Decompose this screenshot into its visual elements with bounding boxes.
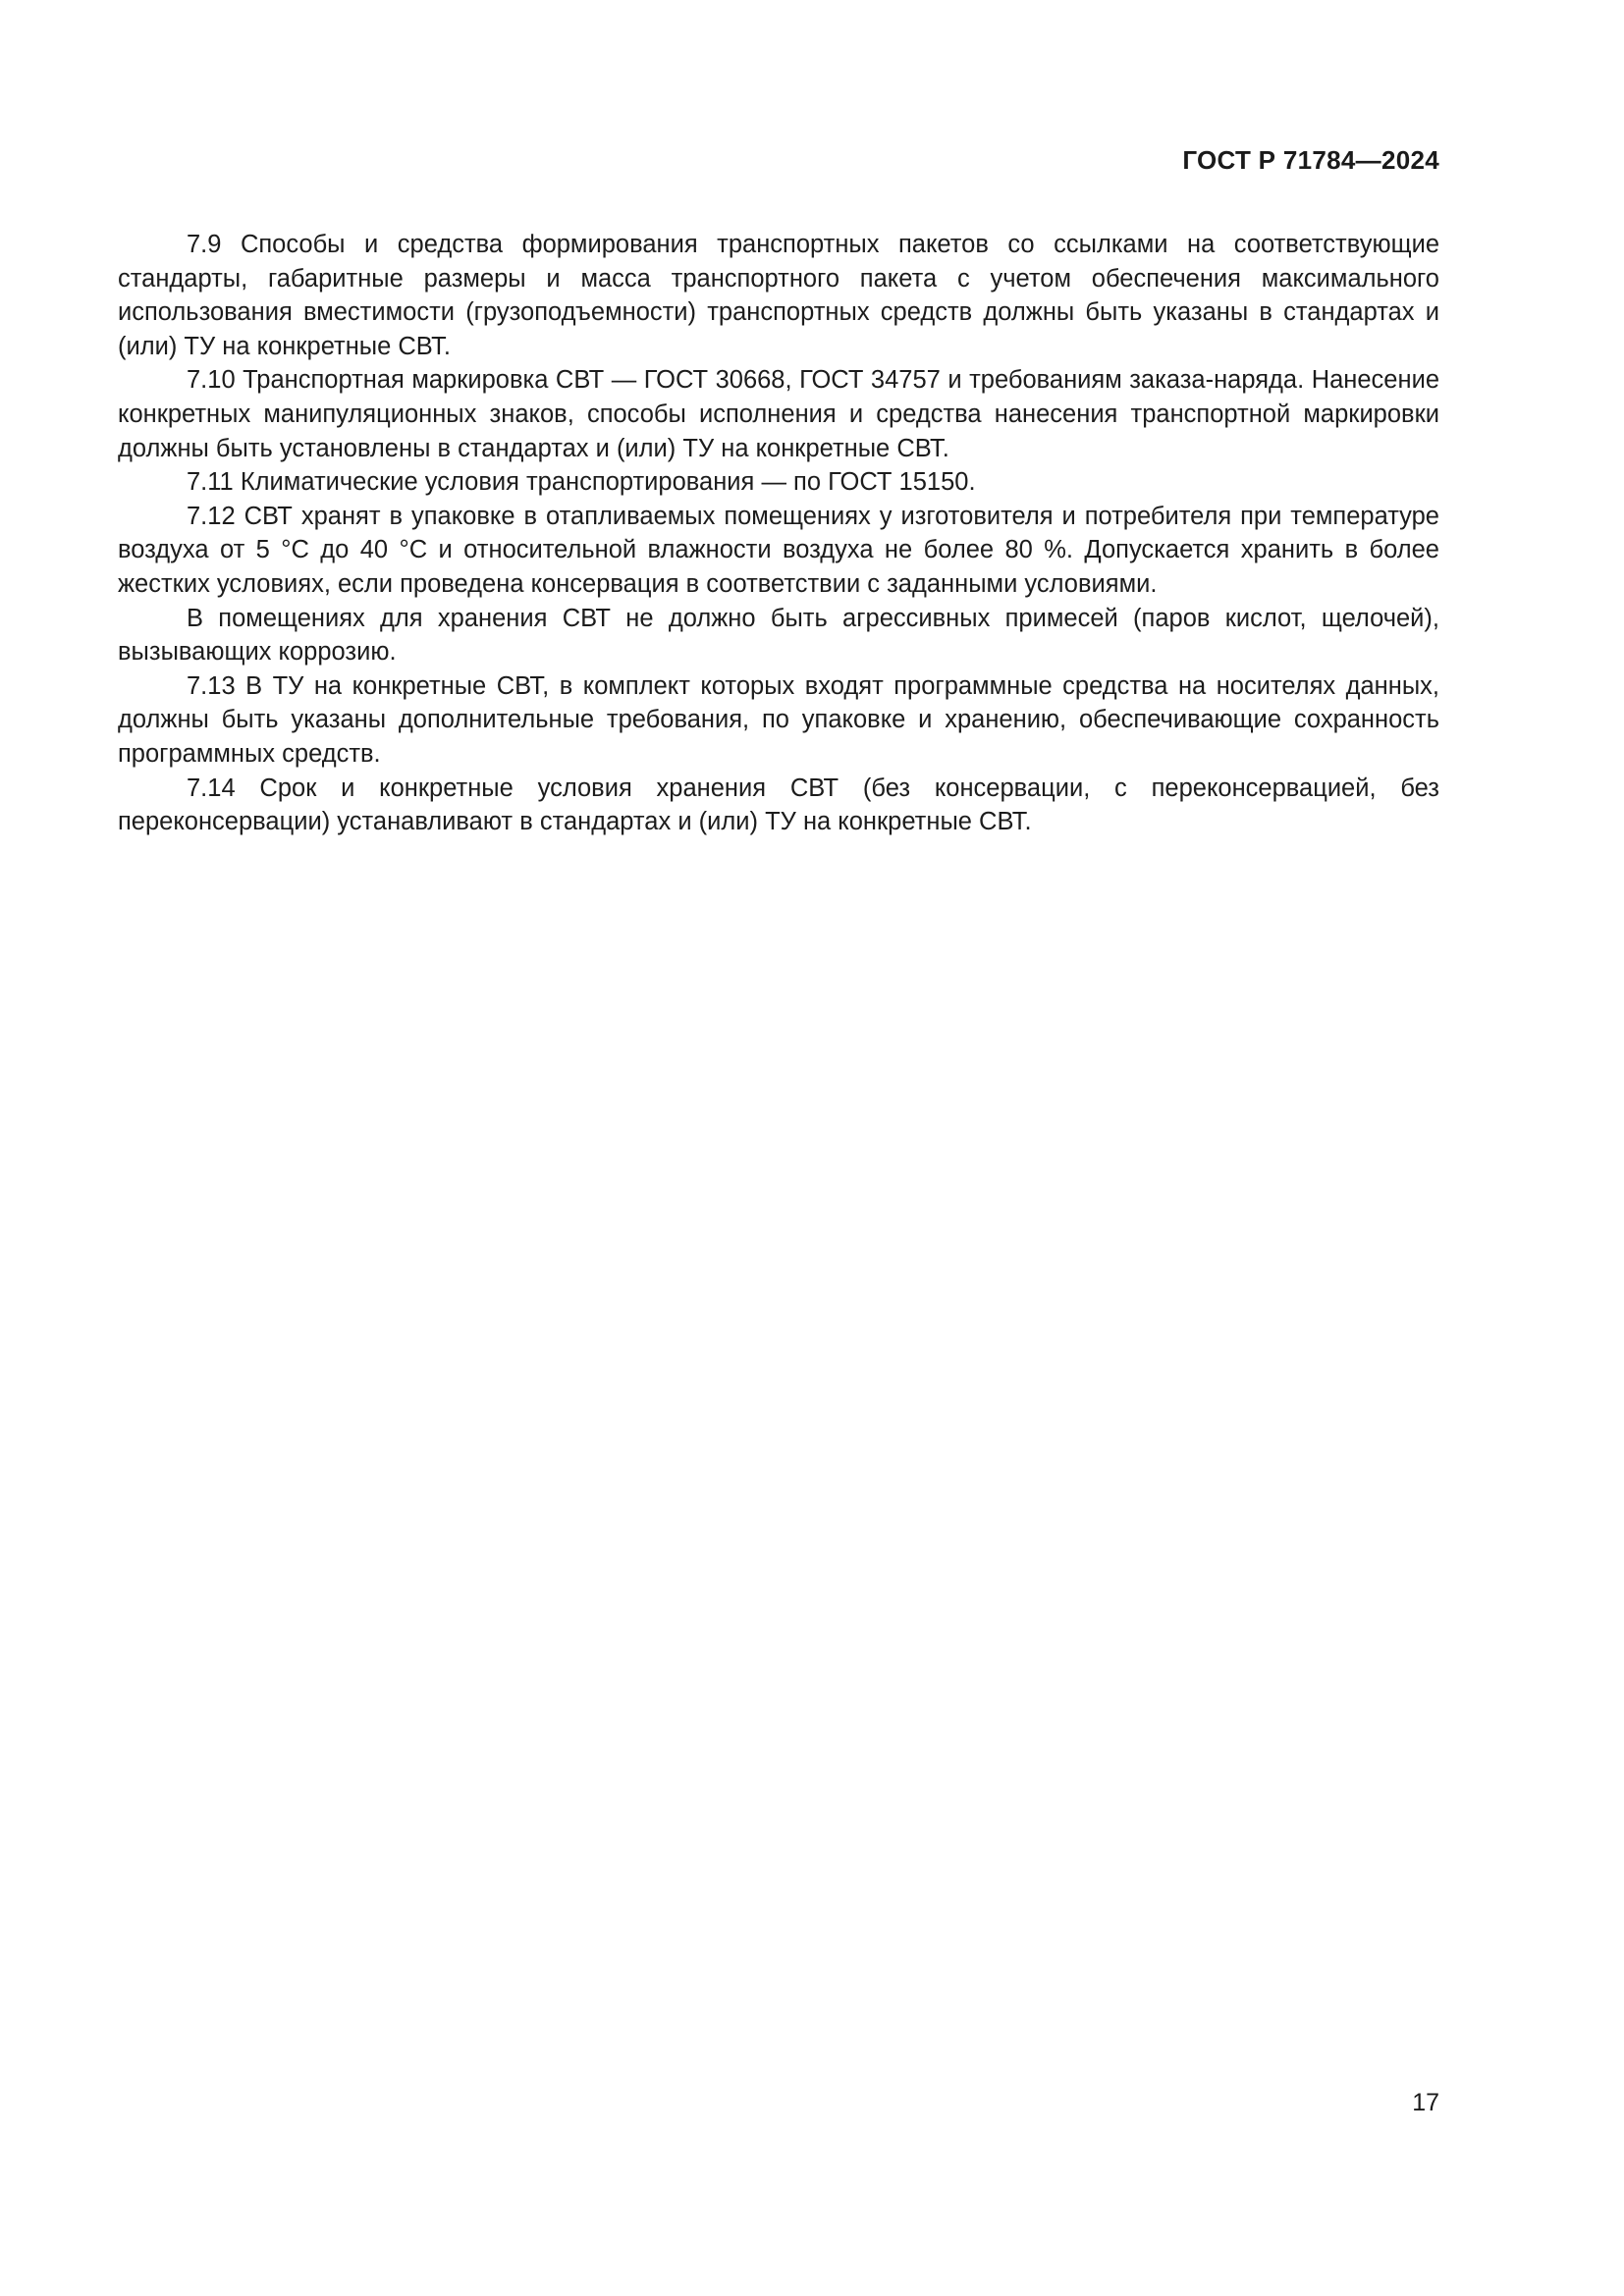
page-number: 17 — [1412, 2089, 1439, 2116]
paragraph-7-12-storage: В помещениях для хранения СВТ не должно быть агрессивных примесей (паров кислот, щелочей), вызывающих коррозию. — [118, 604, 1439, 667]
paragraph-7-11: 7.11 Климатические условия транспортирования — по ГОСТ 15150. — [187, 468, 976, 497]
document-body — [118, 228, 1439, 839]
paragraph-7-10: 7.10 Транспортная маркировка СВТ — ГОСТ 30668, ГОСТ 34757 и требованиям заказа-наряда. Нанесение конкретных манипуляционных знаков, способы исполнения и средства нанесения транспортной маркировки должны быть установлены в стандартах и (или) ТУ на конкретные СВТ. — [118, 366, 1439, 462]
document-code-header: ГОСТ Р 71784—2024 — [1182, 145, 1439, 175]
paragraph-7-14: 7.14 Срок и конкретные условия хранения СВТ (без консервации, с переконсервацией, без переконсервации) устанавливают в стандартах и (или) ТУ на конкретные СВТ. — [118, 774, 1439, 836]
paragraph-7-9: 7.9 Способы и средства формирования транспортных пакетов со ссылками на соответствующие стандарты, габаритные размеры и масса транспортного пакета с учетом обеспечения максимального использования вместимости (грузоподъемности) транспортных средств должны быть указаны в стандартах и (или) ТУ на конкретные СВТ. — [118, 231, 1439, 360]
paragraph-7-13: 7.13 В ТУ на конкретные СВТ, в комплект которых входят программные средства на носителях данных, должны быть указаны дополнительные требования, по упаковке и хранению, обеспечивающие сохранность программных средств. — [118, 671, 1439, 768]
paragraph-7-12: 7.12 СВТ хранят в упаковке в отапливаемых помещениях у изготовителя и потребителя при температуре воздуха от 5 °С до 40 °С и относительной влажности воздуха не более 80 %. Допускается хранить в более жестких условиях, если проведена консервация в соответствии с заданными условиями. — [118, 502, 1439, 598]
